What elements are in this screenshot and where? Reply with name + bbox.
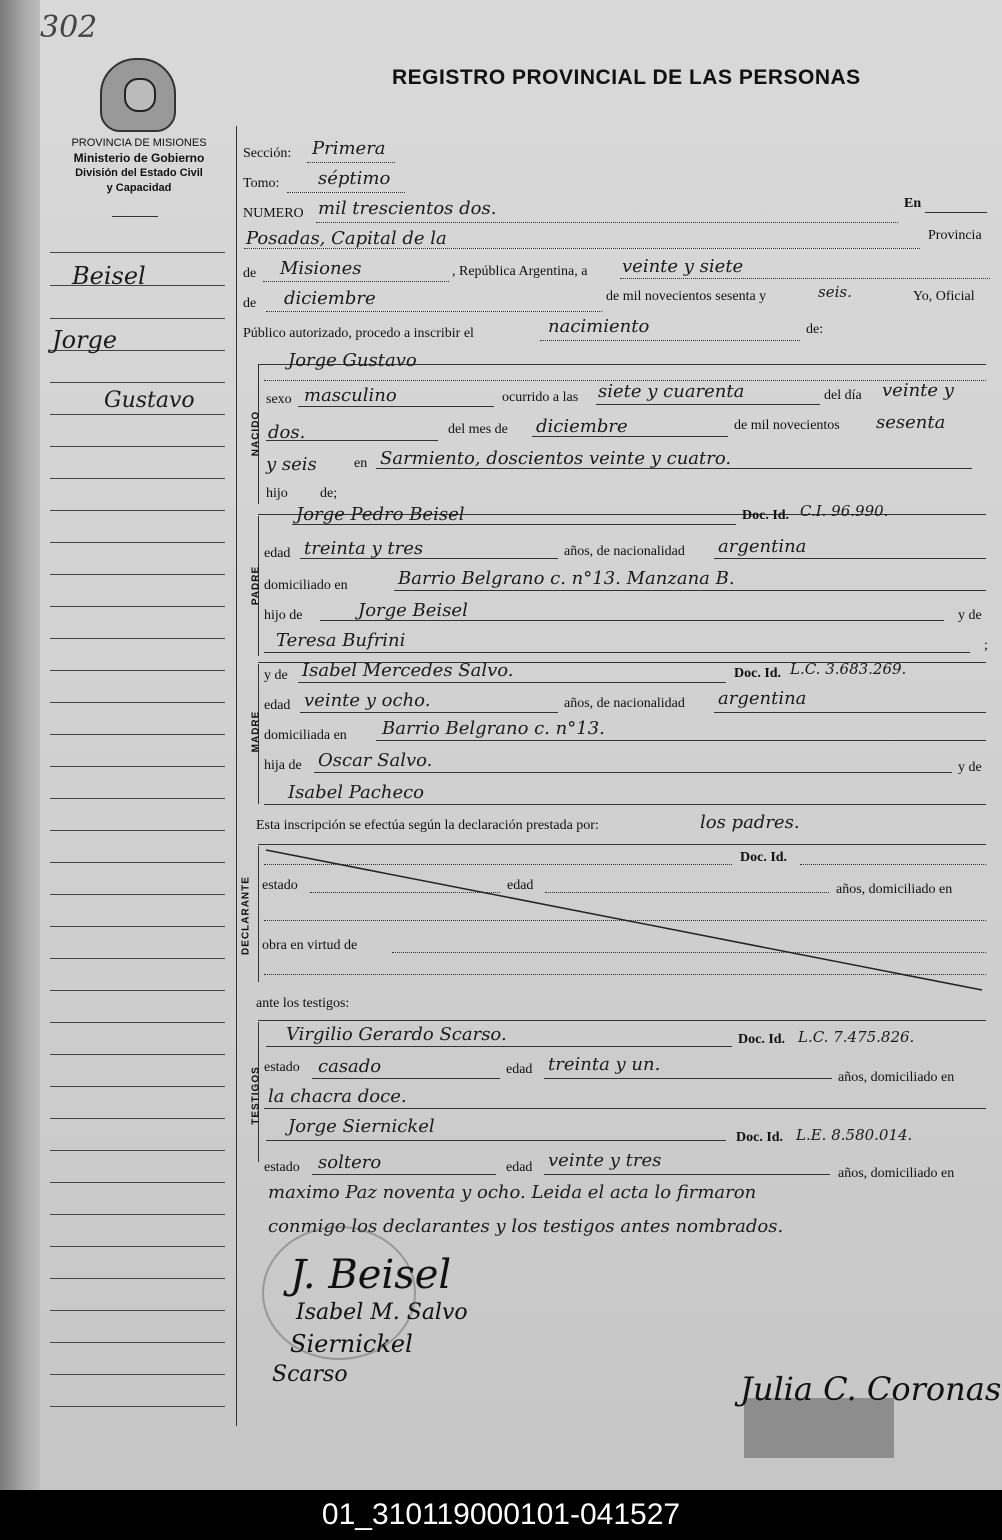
testigo1-doc-label: Doc. Id. <box>738 1032 786 1047</box>
padre-semicolon: ; <box>984 638 988 653</box>
padre-nac-value: argentina <box>718 536 807 557</box>
testigo1-anios-label: años, domiciliado en <box>838 1070 955 1085</box>
tomo-label: Tomo: <box>243 176 280 191</box>
year-value: seis. <box>818 283 852 301</box>
testigo2-anios-label: años, domiciliado en <box>838 1166 955 1181</box>
madre-hija-value: Oscar Salvo. <box>318 750 433 771</box>
declarante-section-label: DECLARANTE <box>240 876 252 955</box>
tomo-value: séptimo <box>318 168 391 189</box>
padre-yde-label: y de <box>958 608 982 623</box>
nacido-section-label: NACIDO <box>250 410 262 457</box>
declaracion-text: Esta inscripción se efectúa según la declaración prestada por: <box>256 818 599 833</box>
testigo2-dom-value: maximo Paz noventa y ocho. Leida el acta lo firmaron <box>268 1182 757 1203</box>
province-label: PROVINCIA DE MISIONES <box>71 137 207 149</box>
testigo2-estado-value: soltero <box>318 1152 382 1173</box>
madre-nac-label: años, de nacionalidad <box>564 696 685 711</box>
lugar-value: Sarmiento, doscientos veinte y cuatro. <box>380 448 732 469</box>
division-label: División del Estado Civil <box>75 167 203 179</box>
padre-doc-value: C.I. 96.990. <box>800 502 889 520</box>
margin-first-name: Jorge <box>52 326 118 354</box>
margin-surname: Beisel <box>72 262 146 290</box>
madre-madre-value: Isabel Pacheco <box>288 782 425 803</box>
declarante-edad-label: edad <box>507 878 534 893</box>
signature-official: Julia C. Coronas <box>740 1370 1002 1408</box>
testigo1-dom-value: la chacra doce. <box>268 1086 407 1107</box>
dia-label: del día <box>824 388 862 403</box>
place-value: Posadas, Capital de la <box>246 228 447 249</box>
anio-value: sesenta <box>876 412 946 433</box>
declaracion-value: los padres. <box>700 812 800 833</box>
madre-doc-value: L.C. 3.683.269. <box>790 660 907 678</box>
publico-label: Público autorizado, procedo a inscribir el <box>243 326 474 341</box>
signature-witness-1: Scarso <box>272 1362 348 1387</box>
testigo1-estado-label: estado <box>264 1060 300 1075</box>
ministry-label: Ministerio de Gobierno <box>73 151 205 165</box>
anio-value-2: y seis <box>266 454 317 475</box>
sexo-label: sexo <box>266 392 292 407</box>
corner-number: 302 <box>40 10 98 45</box>
nacido-name: Jorge Gustavo <box>288 350 417 371</box>
obra-label: obra en virtud de <box>262 938 358 953</box>
de2-label: de <box>243 296 257 311</box>
act-value: nacimiento <box>548 316 650 337</box>
division-label-2: y Capacidad <box>106 182 172 194</box>
declarante-anios-label: años, domiciliado en <box>836 882 953 897</box>
madre-name: Isabel Mercedes Salvo. <box>302 660 514 681</box>
signature-father: J. Beisel <box>290 1252 452 1298</box>
issuer-block <box>40 136 238 196</box>
madre-nac-value: argentina <box>718 688 807 709</box>
padre-edad-label: edad <box>264 546 291 561</box>
madre-dom-value: Barrio Belgrano c. n°13. <box>382 718 605 739</box>
testigo1-estado-value: casado <box>318 1056 382 1077</box>
testigo2-edad-label: edad <box>506 1160 533 1175</box>
mes-label: del mes de <box>448 422 508 437</box>
cancel-strike-line <box>262 846 988 994</box>
margin-second-name: Gustavo <box>104 388 195 413</box>
numero-value: mil trescientos dos. <box>318 198 497 219</box>
provincia-label: Provincia <box>928 228 982 243</box>
numero-label: NUMERO <box>243 206 304 221</box>
document-title: REGISTRO PROVINCIAL DE LAS PERSONAS <box>392 66 861 89</box>
hijo-label: hijo <box>266 486 288 501</box>
anio-label: de mil novecientos <box>734 418 840 433</box>
en-label: En <box>904 196 922 211</box>
testigo1-doc-value: L.C. 7.475.826. <box>798 1028 915 1046</box>
madre-doc-label: Doc. Id. <box>734 666 782 681</box>
de3-label: de: <box>806 322 824 337</box>
madre-yde-label: y de <box>264 668 288 683</box>
hora-value: siete y cuarenta <box>598 381 745 402</box>
declarante-estado-label: estado <box>262 878 298 893</box>
mes-value: diciembre <box>536 416 628 437</box>
signature-mother: Isabel M. Salvo <box>296 1300 468 1325</box>
testigo2-edad-value: veinte y tres <box>548 1150 662 1171</box>
padre-section-label: PADRE <box>250 565 262 606</box>
testigo2-doc-label: Doc. Id. <box>736 1130 784 1145</box>
testigo1-edad-value: treinta y un. <box>548 1054 661 1075</box>
province-emblem-icon <box>100 58 176 132</box>
madre-edad-label: edad <box>264 698 291 713</box>
padre-dom-label: domiciliado en <box>264 578 348 593</box>
republica-label: , República Argentina, a <box>452 264 588 279</box>
yo-label: Yo, Oficial <box>913 289 975 304</box>
testigo1-name: Virgilio Gerardo Scarso. <box>286 1024 507 1045</box>
padre-doc-label: Doc. Id. <box>742 508 790 523</box>
madre-edad-value: veinte y ocho. <box>304 690 431 711</box>
hijo-suffix: de; <box>320 486 338 501</box>
sexo-value: masculino <box>304 385 397 406</box>
padre-hijo-value: Jorge Beisel <box>358 600 468 621</box>
closing-text: conmigo los declarantes y los testigos antes nombrados. <box>268 1216 784 1237</box>
declarante-doc-label: Doc. Id. <box>740 850 788 865</box>
ocurrido-label: ocurrido a las <box>502 390 579 405</box>
padre-name: Jorge Pedro Beisel <box>296 504 465 525</box>
padre-edad-value: treinta y tres <box>304 538 424 559</box>
madre-dom-label: domiciliada en <box>264 728 347 743</box>
scan-footer-code: 01_310119000101-041527 <box>0 1490 1002 1540</box>
madre-hija-label: hija de <box>264 758 302 773</box>
de-label: de <box>243 266 257 281</box>
signature-witness-2: Siernickel <box>290 1330 413 1358</box>
testigo1-edad-label: edad <box>506 1062 533 1077</box>
padre-hijo-label: hijo de <box>264 608 303 623</box>
padre-dom-value: Barrio Belgrano c. n°13. Manzana B. <box>398 568 735 589</box>
province-value: Misiones <box>280 258 362 279</box>
nacido-en-label: en <box>354 456 368 471</box>
madre-section-label: MADRE <box>250 710 262 753</box>
seccion-label: Sección: <box>243 146 292 161</box>
testigos-section-label: TESTIGOS <box>250 1066 262 1125</box>
testigo2-doc-value: L.E. 8.580.014. <box>796 1126 913 1144</box>
madre-yde2-label: y de <box>958 760 982 775</box>
padre-madre-value: Teresa Bufrini <box>276 630 406 651</box>
testigo2-estado-label: estado <box>264 1160 300 1175</box>
mil-label: de mil novecientos sesenta y <box>606 289 767 304</box>
dia-value-2: dos. <box>268 422 306 443</box>
month-value: diciembre <box>284 288 376 309</box>
day-value: veinte y siete <box>622 256 744 277</box>
testigo2-name: Jorge Siernickel <box>288 1116 435 1137</box>
seccion-value: Primera <box>312 138 386 159</box>
binding-spine <box>0 0 40 1490</box>
padre-nac-label: años, de nacionalidad <box>564 544 685 559</box>
dia-value: veinte y <box>882 380 954 401</box>
testigos-ante-label: ante los testigos: <box>256 996 350 1011</box>
